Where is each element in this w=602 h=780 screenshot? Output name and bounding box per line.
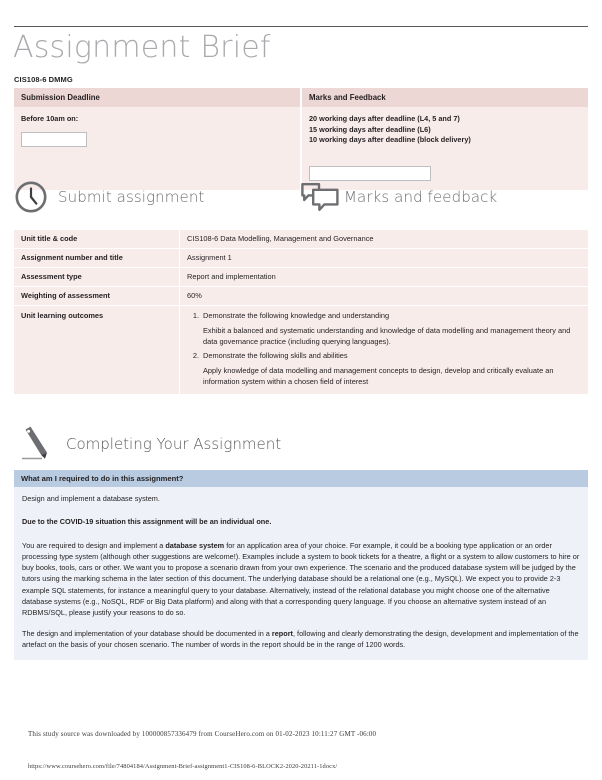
table-row [14,230,588,248]
row-key-weighting: Weighting of assessment [14,286,180,305]
requirements-panel-body [14,487,588,660]
row-value-weighting: 60% [180,286,589,305]
summary-panels [14,88,588,190]
assignment-details-table [14,230,588,395]
marks-feedback-body [302,107,588,190]
table-row [14,248,588,267]
outcome-number-1: 1. [192,310,199,320]
body1-part-c: for an application area of your choice. For example, it could be a booking type application or an order processing type system (although other suggestions are welcome!). Examples include a system to book tickets for a theatre, a flight or a system to allow customers to hire or buy books, tools, cars or other. We want you to propose a scenario drawn from your own experience. The scenario and the produced database system will be judged by the tutors using the marking schema in the later section of this document. The underlying database should be a relational one (e.g., MySQL). We expect you to provide 2-3 example SQL statements, for instance a meaningful query to your database. Alternatively, instead of the relational database you might choose one of the alternative database systems (e.g., NoSQL, RDF or Big Data platform) and along with that a corresponding query language. If you choose an alternative system instead of an RDBMS/SQL, please justify your reasons to do so. [22,540,580,618]
requirements-body-paragraph-2 [22,628,580,651]
requirements-panel [14,470,588,660]
feedback-line-1: 20 working days after deadline (L4, 5 and 7) [309,114,460,123]
table-row-learning-outcomes [14,305,588,394]
feedback-date-input[interactable] [309,166,431,181]
page-title: Assignment Brief [13,30,271,65]
table-row [14,286,588,305]
body2-part-c: , following and clearly demonstrating the design, development and implementation of the artefact on the basis of your chosen scenario. The number of words in the report should be in the range of 1200 words. [22,628,579,649]
coursehero-source-url[interactable]: https://www.coursehero.com/file/74804184/Assignment-Brief-assignment1-CIS108-6-BLOCK2-2020-20211-1docx/ [28,763,338,770]
requirements-body-paragraph-1 [22,540,580,619]
row-key-unit-title: Unit title & code [14,230,180,248]
feedback-line-3: 10 working days after deadline (block delivery) [309,135,471,145]
learning-outcomes-list [187,311,582,387]
clock-icon [14,180,48,214]
feedback-line-2: 15 working days after deadline (L6) [309,124,431,134]
list-item [192,351,582,387]
requirements-covid-note: Due to the COVID-19 situation this assignment will be an individual one. [22,517,272,527]
outcome-detail-2: Apply knowledge of data modelling and management concepts to design, develop and critically evaluate an information system within a chosen field of interest [203,366,554,387]
body2-part-a: The design and implementation of your database should be documented in a [22,628,272,638]
speech-bubbles-icon [300,180,334,214]
requirements-intro: Design and implement a database system. [22,494,160,503]
coursehero-download-note: This study source was downloaded by 100000857336479 from CourseHero.com on 01-02-2023 10:11:27 GMT -06:00 [28,730,377,738]
marks-feedback-panel [302,88,588,190]
body1-part-a: You are required to design and implement a [22,540,166,550]
list-item [192,310,582,347]
table-row [14,267,588,286]
body2-emphasis: report [271,628,293,638]
submission-deadline-body [14,107,300,179]
submission-deadline-panel [14,88,300,190]
unit-code-label: CIS108-6 DMMG [14,75,73,84]
pen-icon [18,424,54,464]
row-value-learning-outcomes [180,305,589,394]
submit-assignment-row [14,180,300,214]
completing-assignment-heading: Completing Your Assignment [66,435,282,453]
submission-deadline-header: Submission Deadline [14,88,300,107]
row-value-assessment-type: Report and implementation [180,267,589,286]
outcome-lead-1: Demonstrate the following knowledge and understanding [203,310,390,320]
deadline-date-input[interactable] [21,132,87,147]
deadline-time-label: Before 10am on: [21,114,79,123]
outcome-detail-1: Exhibit a balanced and systematic understanding and knowledge of data modelling and management theory and data governance practice (including querying languages). [203,325,571,347]
marks-feedback-label: Marks and feedback [344,188,498,206]
body1-emphasis: database system [165,540,225,550]
marks-feedback-row [300,180,586,214]
row-key-learning-outcomes: Unit learning outcomes [14,305,180,394]
icon-row-group [14,180,588,214]
row-key-assignment-number: Assignment number and title [14,248,180,267]
row-value-unit-title: CIS108-6 Data Modelling, Management and Governance [180,230,589,248]
row-value-assignment-number: Assignment 1 [180,248,589,267]
submit-assignment-label: Submit assignment [58,188,205,206]
top-divider-rule [14,26,588,27]
outcome-lead-2: Demonstrate the following skills and abilities [203,351,348,361]
row-key-assessment-type: Assessment type [14,267,180,286]
marks-feedback-header: Marks and Feedback [302,88,588,107]
outcome-number-2: 2. [192,351,199,361]
completing-assignment-heading-row [18,424,281,464]
requirements-panel-header: What am I required to do in this assignment? [14,470,588,487]
